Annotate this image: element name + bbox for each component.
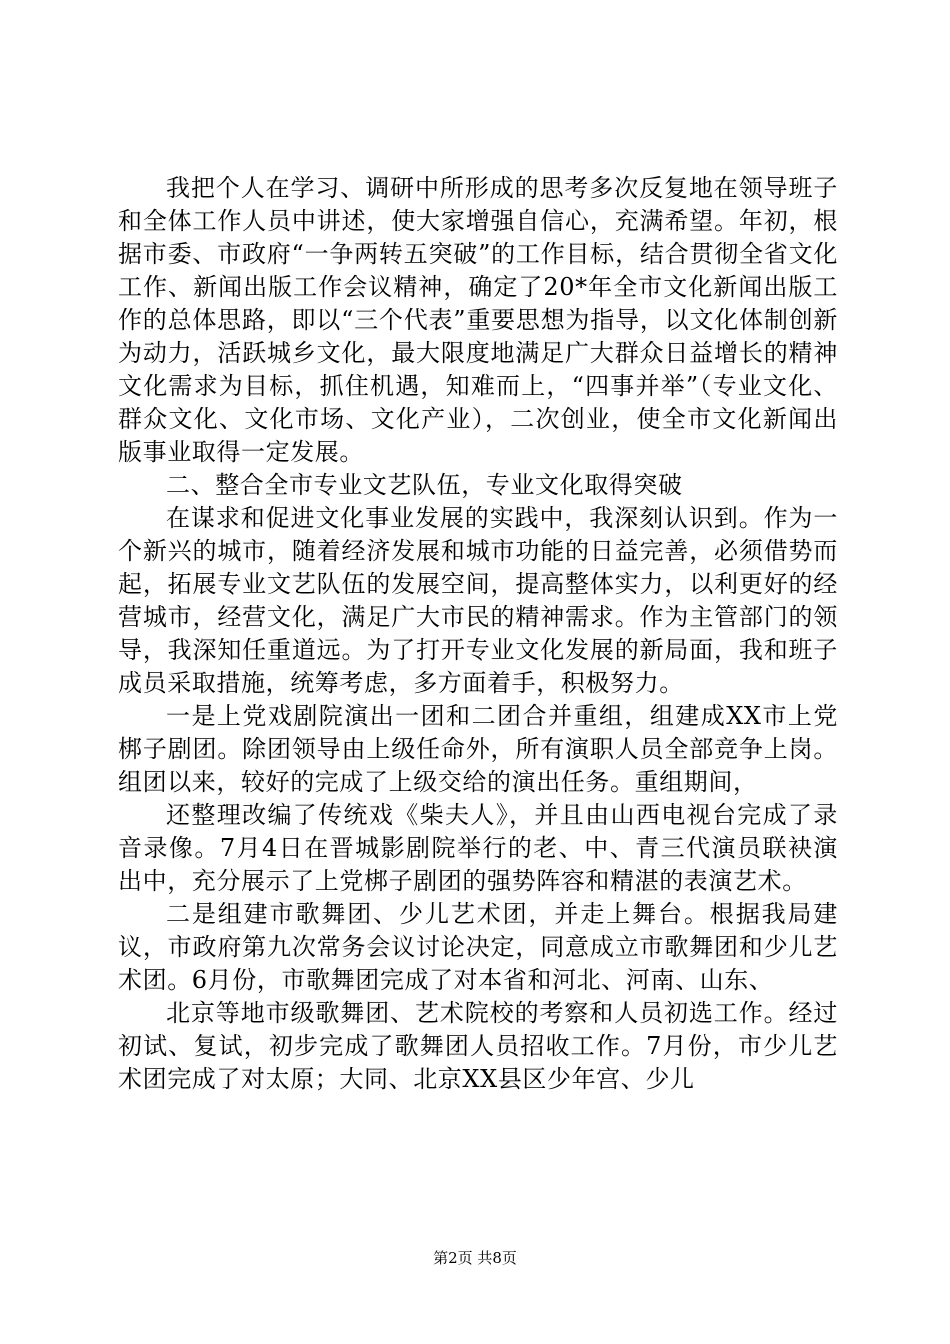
page-number-label: 第2页 共8页 (433, 1249, 517, 1267)
document-body (118, 172, 838, 1096)
section-heading-2: 二、整合全市专业文艺队伍，专业文化取得突破 (166, 471, 683, 499)
paragraph-section-2-intro: 在谋求和促进文化事业发展的实践中，我深刻认识到。作为一个新兴的城市，随着经济发展和城市功能的日益完善，必须借势而起，拓展专业文艺队伍的发展空间，提高整体实力，以利更好的经营城市，经营文化，满足广大市民的精神需求。作为主管部门的领导，我深知任重道远。为了打开专业文化发展的新局面，我和班子成员采取措施，统筹考虑，多方面着手，积极努力。 (118, 504, 838, 697)
paragraph-intro: 我把个人在学习、调研中所形成的思考多次反复地在领导班子和全体工作人员中讲述，使大家增强自信心，充满希望。年初，根据市委、市政府“一争两转五突破”的工作目标，结合贯彻全省文化工作、新闻出版工作会议精神，确定了20*年全市文化新闻出版工作的总体思路，即以“三个代表”重要思想为指导，以文化体制创新为动力，活跃城乡文化，最大限度地满足广大群众日益增长的精神文化需求为目标，抓住机遇，知难而上，“四事并举”（专业文化、群众文化、文化市场、文化产业），二次创业，使全市文化新闻出版事业取得一定发展。 (118, 174, 838, 466)
paragraph-item-1: 一是上党戏剧院演出一团和二团合并重组，组建成XX市上党梆子剧团。除团领导由上级任命外，所有演职人员全部竞争上岗。组团以来，较好的完成了上级交给的演出任务。重组期间， (118, 702, 838, 796)
paragraph-item-1-continued: 还整理改编了传统戏《柴夫人》，并且由山西电视台完成了录音录像。7月4日在晋城影剧院举行的老、中、青三代演员联袂演出中，充分展示了上党梆子剧团的强势阵容和精湛的表演艺术。 (118, 801, 838, 895)
page-footer (0, 1248, 950, 1268)
paragraph-item-2-continued: 北京等地市级歌舞团、艺术院校的考察和人员初选工作。经过初试、复试，初步完成了歌舞团人员招收工作。7月份，市少儿艺术团完成了对太原；大同、北京XX县区少年宫、少儿 (118, 999, 838, 1093)
paragraph-item-2: 二是组建市歌舞团、少儿艺术团，并走上舞台。根据我局建议，市政府第九次常务会议讨论决定，同意成立市歌舞团和少儿艺术团。6月份，市歌舞团完成了对本省和河北、河南、山东、 (118, 900, 838, 994)
